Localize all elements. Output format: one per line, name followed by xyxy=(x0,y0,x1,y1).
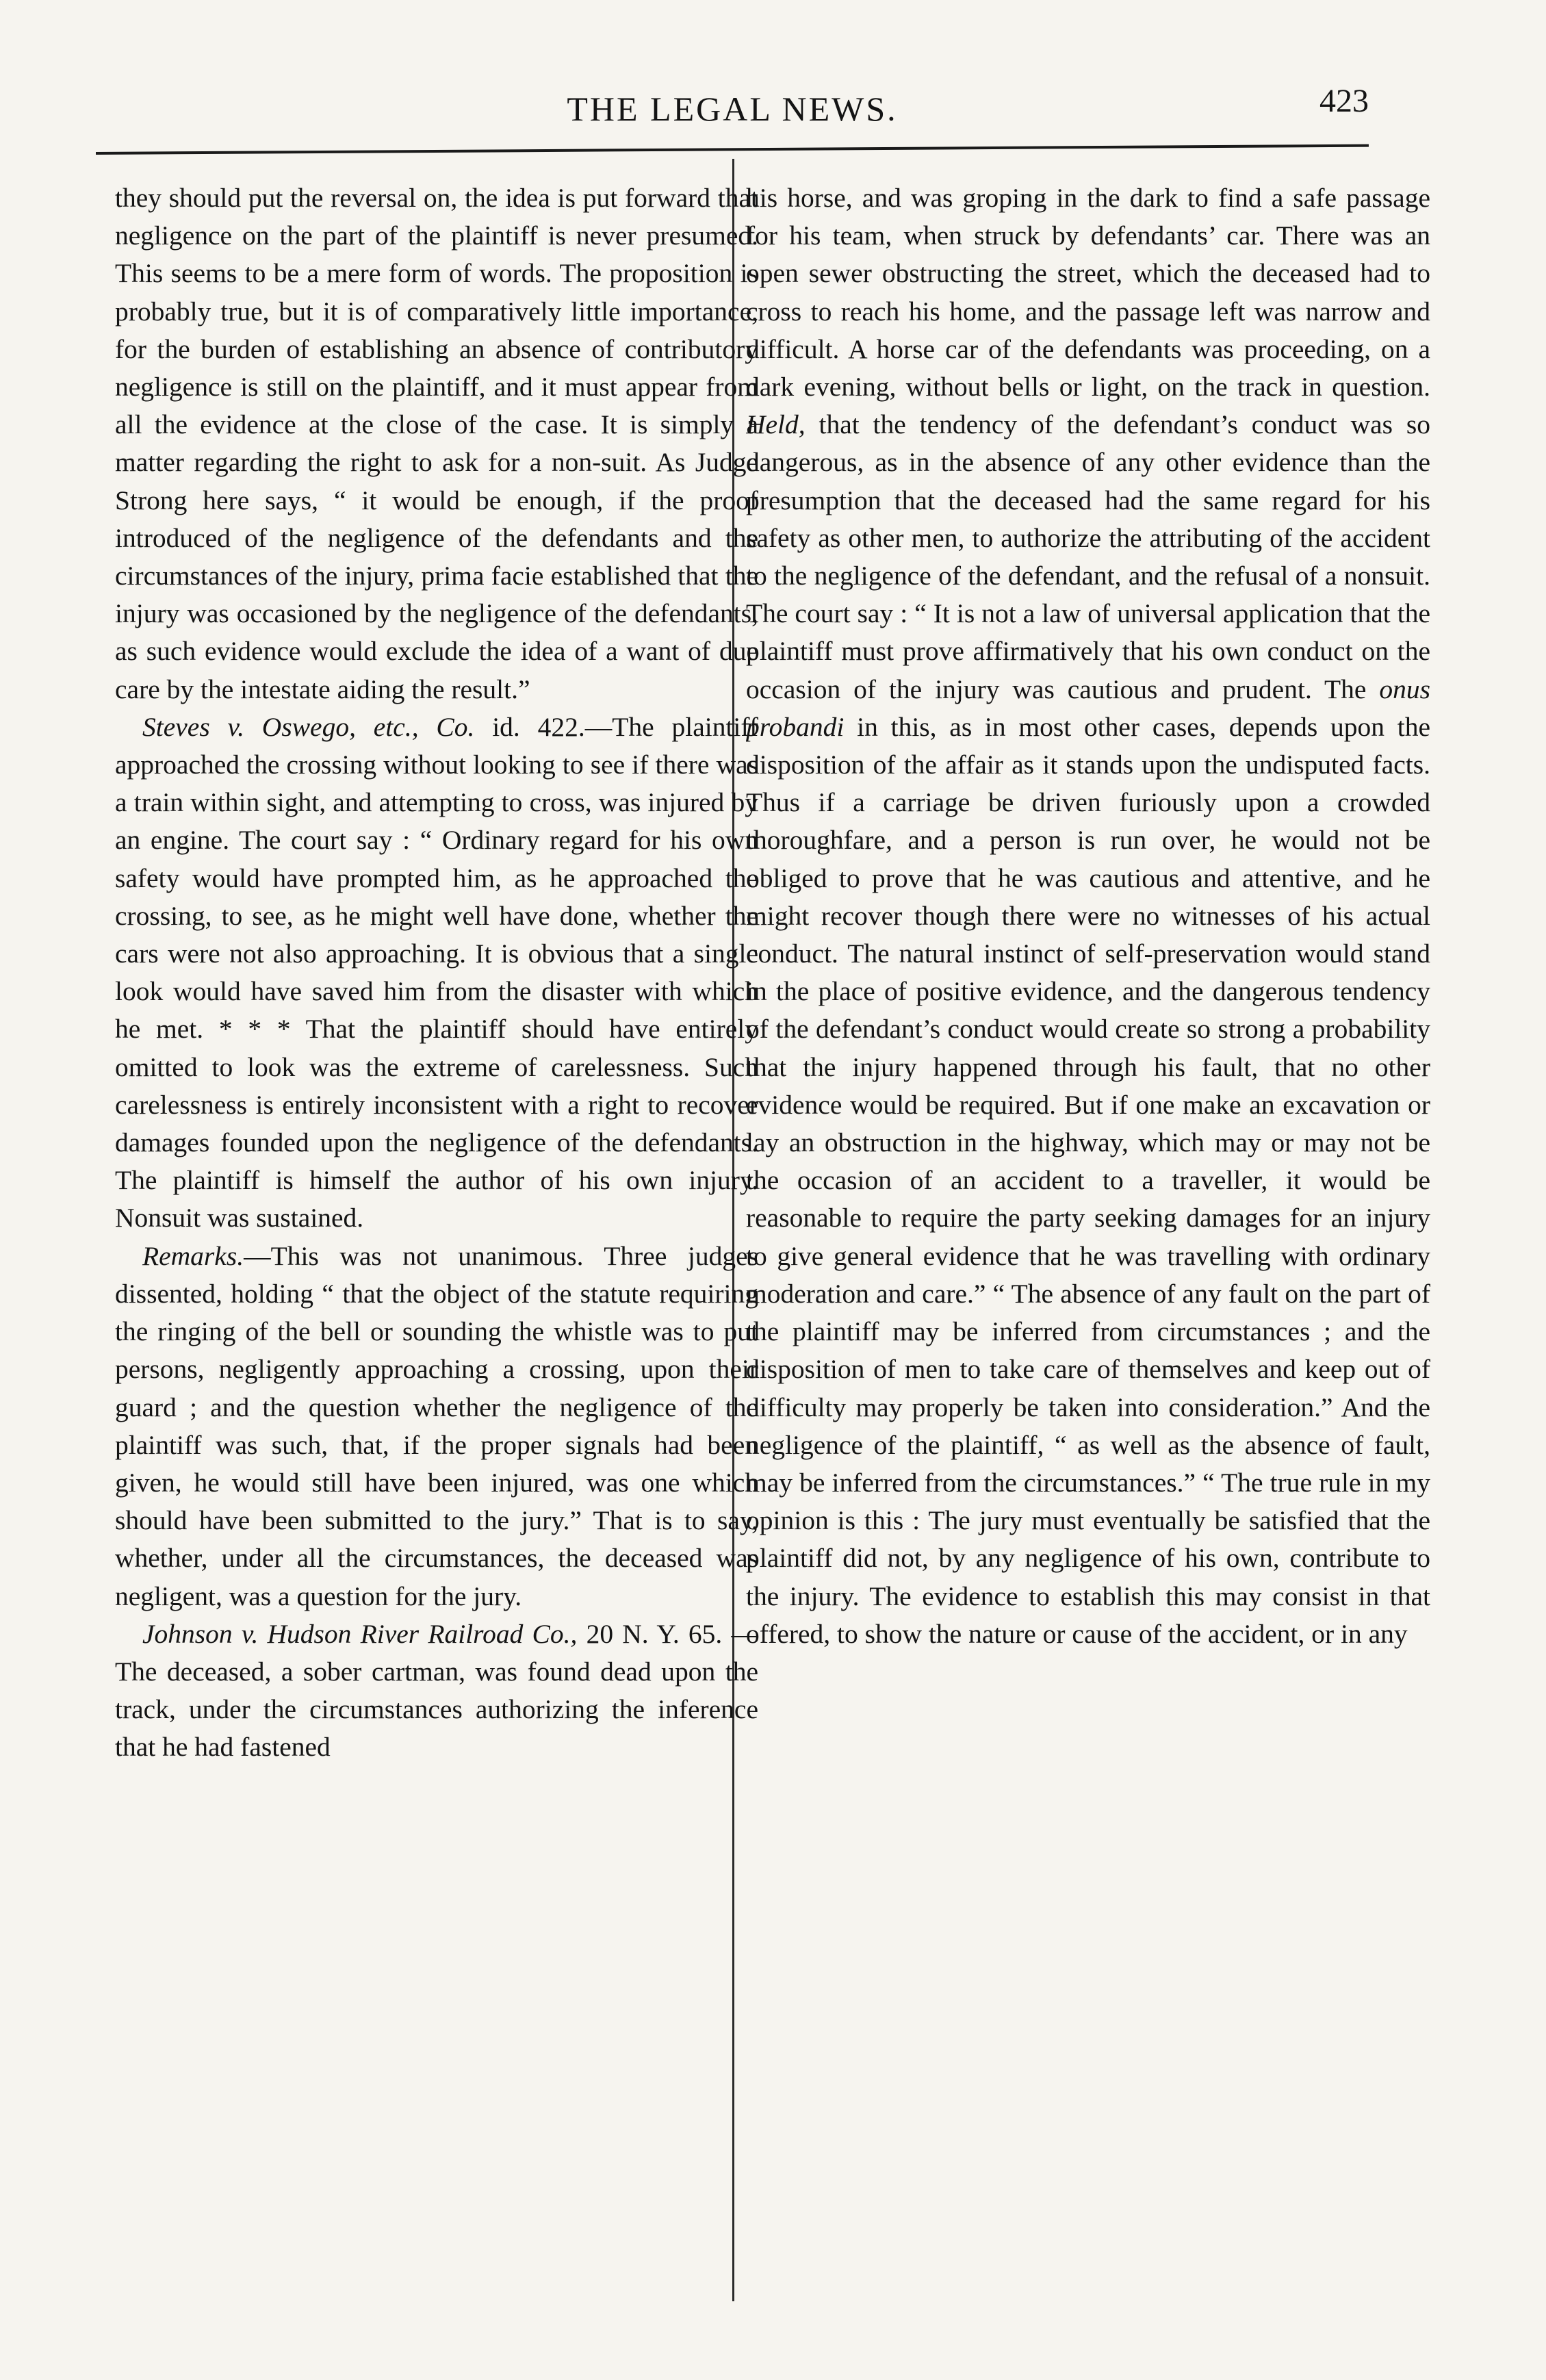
right-paragraph-1-text: his horse, and was groping in the dark to find a safe passage for his team, when struck by defendants’ car. There was an open sewer obstructing the street, which the deceased had to cross to reach his home, and the passage left was narrow and difficult. A horse car of the defendants was proceeding, on a dark evening, without bells or light, on the track in question. xyxy=(746,183,1430,402)
held-label: Held, xyxy=(746,409,806,440)
onus-text: in this, as in most other cases, depends upon the disposition of the affair as it stands upon the undisputed facts. Thus if a carriage be driven furiously upon a crowded thoroughfare, and a person is run over, he would not be obliged to prove that he was cautious and attentive, and he might recover though there were no witnesses of his actual conduct. The natural instinct of self-preservation would stand in the place of positive evidence, and the dangerous tendency of the defendant’s conduct would create so strong a probability that the injury happened through his fault, that no other evidence would be required. But if one make an excavation or lay an obstruction in the highway, which may or may not be the occasion of an accident to a traveller, it would be reasonable to require the party seeking damages for an injury to give general evidence that he was travelling with ordinary moderation and care.” “ The absence of any fault on the part of the plaintiff may be inferred from circumstances ; and the disposition of men to take care of themselves and keep out of difficulty may properly be taken into consideration.” And the negligence of the plaintiff, “ as well as the absence of fault, may be inferred from the circumstances.” “ The true rule in my opinion is this : The jury must eventually be satisfied that the plaintiff did not, by any negligence of his own, contribute to the injury. The evidence to establish this may consist in that offered, to show the nature or cause of the accident, or in any xyxy=(746,711,1430,1649)
remarks-text: —This was not unanimous. Three judges dissented, holding “ that the object of the statute requiring the ringing of the bell or sounding the whistle was to put persons, negligently approaching a crossing, upon their guard ; and the question whether the negligence of the plaintiff was such, that, if the proper signals had been given, he would still have been injured, was one which should have been submitted to the jury.” That is to say, whether, under all the circumstances, the deceased was negligent, was a question for the jury. xyxy=(115,1240,758,1611)
onus-probandi-label: onus probandi xyxy=(746,674,1430,742)
page-number: 423 xyxy=(1319,83,1369,119)
remarks-label: Remarks. xyxy=(142,1240,244,1271)
case-citation-johnson: Johnson v. Hudson River Railroad Co., xyxy=(142,1618,578,1649)
case-steves-paragraph xyxy=(115,708,758,1238)
left-paragraph-1: they should put the reversal on, the idea is put forward that negligence on the part of the plaintiff is never presumed. This seems to be a mere form of words. The proposition is probably true, but it is of comparatively little importance, for the burden of establishing an absence of contributory negligence is still on the plaintiff, and it must appear from all the evidence at the close of the case. It is simply a matter regarding the right to ask for a non-suit. As Judge Strong here says, “ it would be enough, if the proof introduced of the negligence of the defendants and the circumstances of the injury, prima facie established that the injury was occasioned by the negligence of the defendants, as such evidence would exclude the idea of a want of due care by the intestate aiding the result.” xyxy=(115,183,758,704)
header-rule xyxy=(96,144,1369,155)
page-header xyxy=(96,82,1369,137)
case-johnson-paragraph xyxy=(115,1615,758,1767)
right-paragraph-1 xyxy=(746,179,1430,1653)
remarks-paragraph xyxy=(115,1238,758,1615)
case-steves-text: id. 422.—The plaintiff approached the crossing without looking to see if there was a train within sight, and attempting to cross, was injured by an engine. The court say : “ Ordinary regard for his own safety would have prompted him, as he approached the crossing, to see, as he might well have done, whether the cars were not also approaching. It is obvious that a single look would have saved him from the disaster with which he met. * * * That the plaintiff should have entirely omitted to look was the extreme of carelessness. Such carelessness is entirely inconsistent with a right to recover damages founded upon the negligence of the defendants. The plaintiff is himself the author of his own injury. Nonsuit was sustained. xyxy=(115,711,758,1233)
left-column xyxy=(115,179,758,2315)
case-citation-steves: Steves v. Oswego, etc., Co. xyxy=(142,711,475,742)
case-johnson-text: 20 N. Y. 65. —The deceased, a sober cartman, was found dead upon the track, under the circumstances authorizing the inference that he had fastened xyxy=(115,1618,758,1763)
running-title: THE LEGAL NEWS. xyxy=(567,90,898,128)
held-text: that the tendency of the defendant’s conduct was so dangerous, as in the absence of any other evidence than the presumption that the deceased had the same regard for his safety as other men, to authorize the attributing of the accident to the negligence of the defendant, and the refusal of a nonsuit. The court say : “ It is not a law of universal application that the plaintiff must prove affirmatively that his own conduct on the occasion of the injury was cautious and prudent. The xyxy=(746,409,1430,704)
right-column xyxy=(746,179,1430,2315)
